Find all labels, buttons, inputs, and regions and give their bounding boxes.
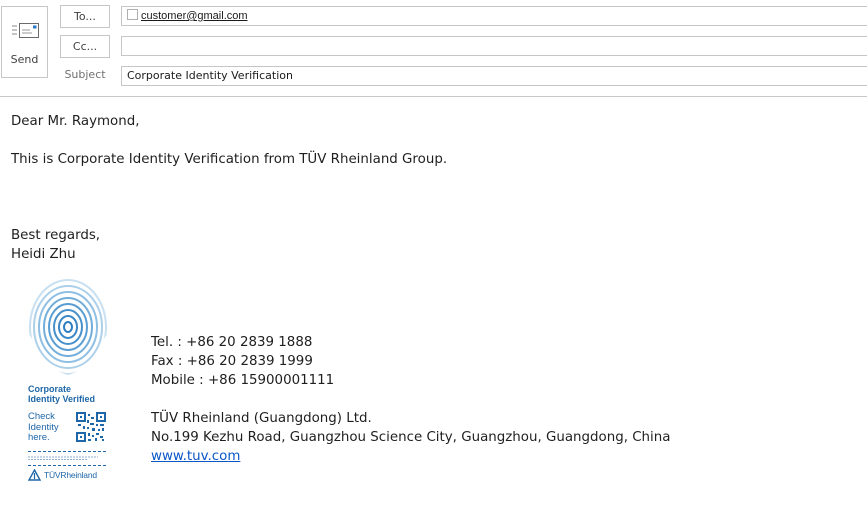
recipient-chip[interactable] <box>127 9 248 23</box>
cc-button[interactable]: Cc... <box>60 35 110 58</box>
badge-check-line: Check <box>28 411 55 422</box>
badge-divider <box>28 465 106 466</box>
sender-name: Heidi Zhu <box>11 247 76 262</box>
recipient-checkbox-icon <box>127 9 138 20</box>
send-envelope-icon <box>12 21 40 41</box>
closing-line: Best regards, <box>11 228 101 243</box>
qr-code-icon[interactable] <box>76 412 106 442</box>
greeting-line: Dear Mr. Raymond, <box>11 114 140 129</box>
signature-mobile: Mobile : +86 15900001111 <box>151 373 335 388</box>
subject-field[interactable] <box>121 66 867 86</box>
send-button[interactable] <box>1 6 48 78</box>
badge-divider <box>28 451 106 452</box>
signature-fax: Fax : +86 20 2839 1999 <box>151 354 313 369</box>
badge-check-line: here. <box>28 432 50 443</box>
subject-label: Subject <box>64 68 106 81</box>
compose-header <box>0 0 867 97</box>
badge-title-line: Corporate <box>28 384 72 394</box>
identity-badge[interactable] <box>24 275 114 485</box>
badge-brand-text: TÜVRheinland <box>44 470 97 480</box>
signature-address: No.199 Kezhu Road, Guangzhou Science City, Guangzhou, Guangdong, China <box>151 430 671 445</box>
signature-tel: Tel. : +86 20 2839 1888 <box>151 335 313 350</box>
cc-field[interactable] <box>121 36 867 56</box>
send-label: Send <box>10 53 39 66</box>
intro-line: This is Corporate Identity Verification from TÜV Rheinland Group. <box>11 152 448 167</box>
badge-fine-print-icon <box>28 456 106 461</box>
recipient-address: customer@gmail.com <box>141 10 248 22</box>
to-field[interactable] <box>121 6 867 26</box>
fingerprint-icon <box>28 275 108 381</box>
signature-company: TÜV Rheinland (Guangdong) Ltd. <box>151 411 372 426</box>
website-link[interactable]: www.tuv.com <box>151 449 241 464</box>
badge-title <box>28 384 118 404</box>
tuv-triangle-icon <box>28 469 41 481</box>
badge-brand <box>28 469 112 483</box>
badge-title-line: Identity Verified <box>28 394 96 404</box>
to-button[interactable]: To... <box>60 5 110 28</box>
badge-check-text <box>28 412 68 444</box>
subject-value: Corporate Identity Verification <box>127 69 293 82</box>
badge-check-line: Identity <box>28 421 59 433</box>
